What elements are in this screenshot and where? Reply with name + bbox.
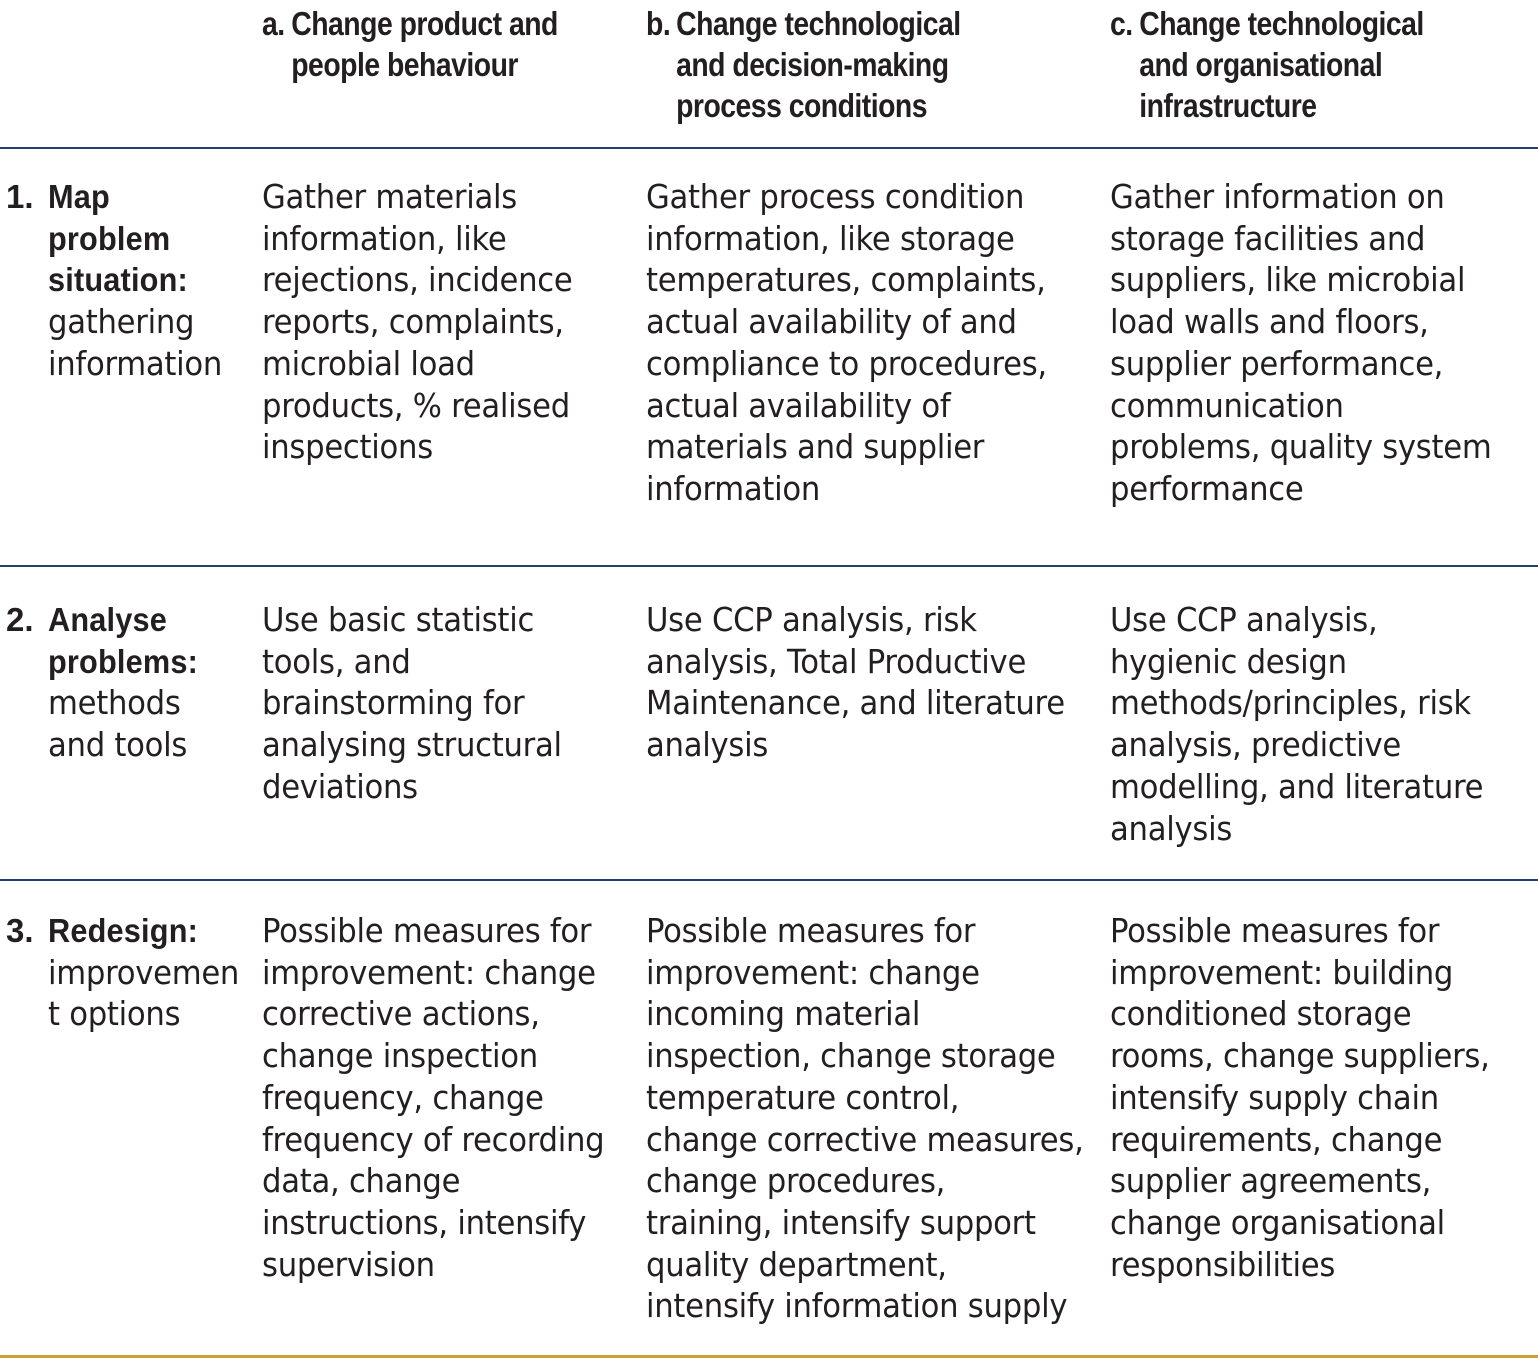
row-2-col-b-line: Use CCP analysis, risk: [646, 600, 977, 639]
row-1-col-a-line: products, % realised: [262, 385, 570, 425]
row-3-col-a-line: Possible measures for: [262, 911, 592, 950]
row-2-bold-line-2: problems:: [48, 642, 199, 680]
row-2-col-a-line: brainstorming for: [262, 683, 525, 723]
row-1-normal-line-2: information: [48, 343, 223, 383]
row-3-col-c-line: requirements, change: [1110, 1119, 1443, 1159]
row-2-col-a-line: Use basic statistic: [262, 600, 535, 639]
row-3-col-b-line: improvement: change: [646, 952, 980, 992]
row-1-col-c-line: problems, quality system: [1110, 427, 1492, 467]
header-col-b-line-2: and decision-making: [676, 46, 949, 83]
row-3-col-c-line: responsibilities: [1110, 1244, 1336, 1284]
row-3-col-c: [1110, 910, 1490, 1285]
row-3-col-c-line: Possible measures for: [1110, 911, 1440, 950]
row-1-bold-line-2: problem: [48, 219, 171, 257]
row-2-number: 2.: [6, 601, 34, 638]
row-1-col-b: [646, 176, 1047, 510]
row-2-col-b: [646, 599, 1065, 766]
row-3-col-a-line: improvement: change: [262, 952, 596, 992]
header-col-a-line-2: people behaviour: [291, 46, 518, 83]
row-3-col-b-line: incoming material: [646, 994, 921, 1034]
row-3-number: 3.: [6, 912, 34, 949]
row-2-col-a-line: tools, and: [262, 641, 411, 681]
header-col-b-line-3: process conditions: [676, 87, 928, 124]
row-3-col-b-line: Possible measures for: [646, 911, 976, 950]
row-2-col-c-line: analysis: [1110, 808, 1233, 848]
header-col-a: [262, 3, 558, 85]
header-col-b-line-1: Change technological: [676, 5, 961, 42]
row-3-col-b-line: change corrective measures,: [646, 1119, 1084, 1159]
header-col-b-letter: b.: [646, 5, 671, 42]
row-3-col-c-line: improvement: building: [1110, 952, 1454, 992]
row-3-col-b-line: temperature control,: [646, 1077, 960, 1117]
row-3-col-a-line: frequency of recording: [262, 1119, 605, 1159]
row-2-col-b-line: analysis, Total Productive: [646, 641, 1027, 681]
divider-header: [0, 147, 1538, 149]
row-2-label: [6, 599, 209, 766]
row-1-label: [6, 176, 235, 385]
row-1-col-a-line: inspections: [262, 427, 433, 467]
row-1-col-c: [1110, 176, 1491, 510]
row-3-col-c-line: supplier agreements,: [1110, 1161, 1432, 1201]
row-2-col-b-line: analysis: [646, 725, 769, 765]
row-1-col-a-line: rejections, incidence: [262, 260, 573, 300]
divider-row-1: [0, 565, 1538, 567]
row-3-bold-line-1: Redesign:: [48, 912, 199, 949]
row-1-col-b-line: temperatures, complaints,: [646, 260, 1046, 300]
row-1-col-b-line: actual availability of and: [646, 302, 1017, 342]
row-1-col-b-line: Gather process condition: [646, 177, 1025, 216]
row-3-col-b-line: inspection, change storage: [646, 1036, 1056, 1076]
row-3-col-a-line: corrective actions,: [262, 994, 540, 1034]
row-2-col-c: [1110, 599, 1483, 849]
row-3-col-c-line: rooms, change suppliers,: [1110, 1036, 1490, 1076]
row-1-col-c-line: communication: [1110, 385, 1344, 425]
row-3-col-c-line: conditioned storage: [1110, 994, 1412, 1034]
row-1-col-c-line: Gather information on: [1110, 177, 1445, 216]
row-3-col-b: [646, 910, 1084, 1327]
row-1-col-b-line: compliance to procedures,: [646, 343, 1047, 383]
row-1-col-b-line: information: [646, 468, 821, 508]
row-3-col-b-line: change procedures,: [646, 1161, 946, 1201]
row-3-col-b-line: intensify information supply: [646, 1286, 1068, 1326]
header-col-b: [646, 3, 961, 126]
row-2-col-c-line: Use CCP analysis,: [1110, 600, 1378, 639]
row-1-normal-line-1: gathering: [48, 302, 195, 342]
row-2-col-a: [262, 599, 562, 808]
row-1-col-b-line: materials and supplier: [646, 427, 985, 467]
row-3-normal-line-1: improvemen: [48, 952, 240, 992]
row-1-col-b-line: actual availability of: [646, 385, 951, 425]
row-3-normal-line-2: t options: [48, 994, 181, 1034]
row-3-col-a-line: instructions, intensify: [262, 1202, 587, 1242]
header-col-c-letter: c.: [1110, 5, 1133, 42]
row-1-col-a: [262, 176, 572, 468]
row-2-normal-line-1: methods: [48, 683, 181, 723]
row-2-col-a-line: analysing structural: [262, 725, 562, 765]
header-col-a-line-1: Change product and: [291, 5, 558, 42]
row-2-col-c-line: analysis, predictive: [1110, 725, 1401, 765]
row-1-col-a-line: reports, complaints,: [262, 302, 564, 342]
row-2-col-b-line: Maintenance, and literature: [646, 683, 1065, 723]
row-1-col-c-line: load walls and floors,: [1110, 302, 1429, 342]
row-2-col-c-line: methods/principles, risk: [1110, 683, 1471, 723]
row-3-col-a: [262, 910, 604, 1285]
row-2-col-a-line: deviations: [262, 766, 418, 806]
header-col-c: [1110, 3, 1424, 126]
row-1-bold-line-1: Map: [48, 178, 110, 215]
divider-bottom: [0, 1355, 1538, 1358]
row-1-number: 1.: [6, 178, 34, 215]
row-1-col-b-line: information, like storage: [646, 218, 1015, 258]
row-3-col-c-line: change organisational: [1110, 1202, 1445, 1242]
row-1-bold-line-3: situation:: [48, 261, 188, 299]
row-1-col-a-line: microbial load: [262, 343, 475, 383]
row-1-col-c-line: storage facilities and: [1110, 218, 1426, 258]
row-3-col-a-line: supervision: [262, 1244, 435, 1284]
header-col-a-letter: a.: [262, 5, 285, 42]
row-2-col-c-line: hygienic design: [1110, 641, 1347, 681]
row-1-col-c-line: suppliers, like microbial: [1110, 260, 1466, 300]
divider-row-2: [0, 879, 1538, 881]
row-3-col-a-line: frequency, change: [262, 1077, 544, 1117]
header-col-c-line-1: Change technological: [1139, 5, 1424, 42]
row-2-col-c-line: modelling, and literature: [1110, 766, 1484, 806]
row-1-col-a-line: information, like: [262, 218, 507, 258]
row-2-bold-line-1: Analyse: [48, 601, 168, 638]
row-3-col-a-line: data, change: [262, 1161, 461, 1201]
row-1-col-c-line: supplier performance,: [1110, 343, 1444, 383]
row-3-col-c-line: intensify supply chain: [1110, 1077, 1439, 1117]
header-col-c-line-3: infrastructure: [1139, 87, 1317, 124]
row-3-col-a-line: change inspection: [262, 1036, 538, 1076]
row-2-normal-line-2: and tools: [48, 725, 188, 765]
row-1-col-c-line: performance: [1110, 468, 1304, 508]
header-col-c-line-2: and organisational: [1139, 46, 1383, 83]
row-3-col-b-line: quality department,: [646, 1244, 947, 1284]
row-1-col-a-line: Gather materials: [262, 177, 517, 216]
row-3-col-b-line: training, intensify support: [646, 1202, 1036, 1242]
row-3-label: [6, 910, 254, 1035]
